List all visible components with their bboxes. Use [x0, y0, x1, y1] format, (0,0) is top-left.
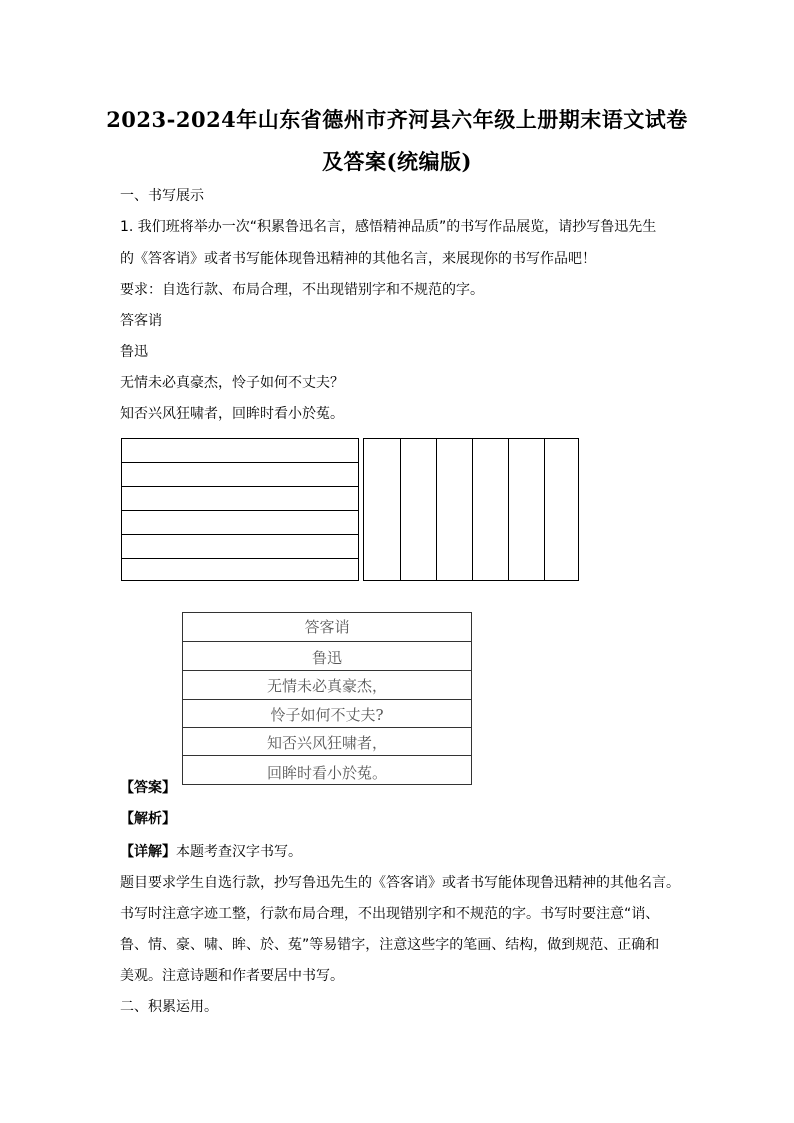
poem-title: 答客诮	[120, 313, 162, 329]
horizontal-writing-grid	[121, 438, 359, 581]
grid-line	[544, 439, 545, 580]
section1-heading: 一、书写展示	[120, 188, 204, 204]
grid-line	[122, 534, 358, 535]
grid-line	[400, 439, 401, 580]
document-title-line1: 2023-2024年山东省德州市齐河县六年级上册期末语文试卷	[106, 107, 688, 132]
answer-row-line3: 知否兴风狂啸者，	[183, 728, 471, 756]
grid-line	[508, 439, 509, 580]
answer-row-title: 答客诮	[183, 613, 471, 642]
grid-line	[472, 439, 473, 580]
poem-line1: 无情未必真豪杰，怜子如何不丈夫？	[120, 375, 344, 391]
section2-heading: 二、积累运用。	[120, 999, 218, 1015]
grid-line	[122, 510, 358, 511]
grid-line	[122, 558, 358, 559]
requirement-text: 要求：自选行款、布局合理，不出现错别字和不规范的字。	[120, 282, 484, 298]
poem-line2: 知否兴风狂啸者，回眸时看小於菟。	[120, 406, 344, 422]
question1-line2: 的《答客诮》或者书写能体现鲁迅精神的其他名言，来展现你的书写作品吧！	[120, 251, 596, 267]
poem-author: 鲁迅	[120, 344, 148, 360]
detail-line	[120, 842, 302, 862]
answer-row-line1: 无情未必真豪杰，	[183, 671, 471, 700]
answer-row-line4: 回眸时看小於菟。	[266, 764, 387, 782]
grid-line	[122, 486, 358, 487]
vertical-writing-grid	[363, 438, 579, 581]
question1-line1: 1. 我们班将举办一次“积累鲁迅名言，感悟精神品质”的书写作品展览，请抄写鲁迅先生	[120, 219, 657, 235]
explanation-para3: 鲁、情、豪、啸、眸、於、菟”等易错字，注意这些字的笔画、结构，做到规范、正确和	[120, 937, 660, 953]
explanation-para1: 题目要求学生自选行款，抄写鲁迅先生的《答客诮》或者书写能体现鲁迅精神的其他名言。	[120, 875, 680, 891]
grid-line	[122, 462, 358, 463]
analysis-label: 【解析】	[120, 811, 176, 827]
explanation-para4: 美观。注意诗题和作者要居中书写。	[120, 968, 344, 984]
grid-line	[436, 439, 437, 580]
answer-row-author: 鲁迅	[183, 642, 471, 671]
answer-label: 【答案】	[120, 780, 176, 796]
document-title-line2: 及答案(统编版)	[322, 149, 472, 174]
detail-label: 【详解】	[120, 844, 176, 860]
detail-text: 本题考查汉字书写。	[176, 844, 302, 860]
sample-answer-table	[182, 612, 472, 785]
explanation-para2: 书写时注意字迹工整，行款布局合理，不出现错别字和不规范的字。书写时要注意“诮、	[120, 906, 660, 922]
answer-row-line2: 怜子如何不丈夫?	[183, 700, 471, 728]
